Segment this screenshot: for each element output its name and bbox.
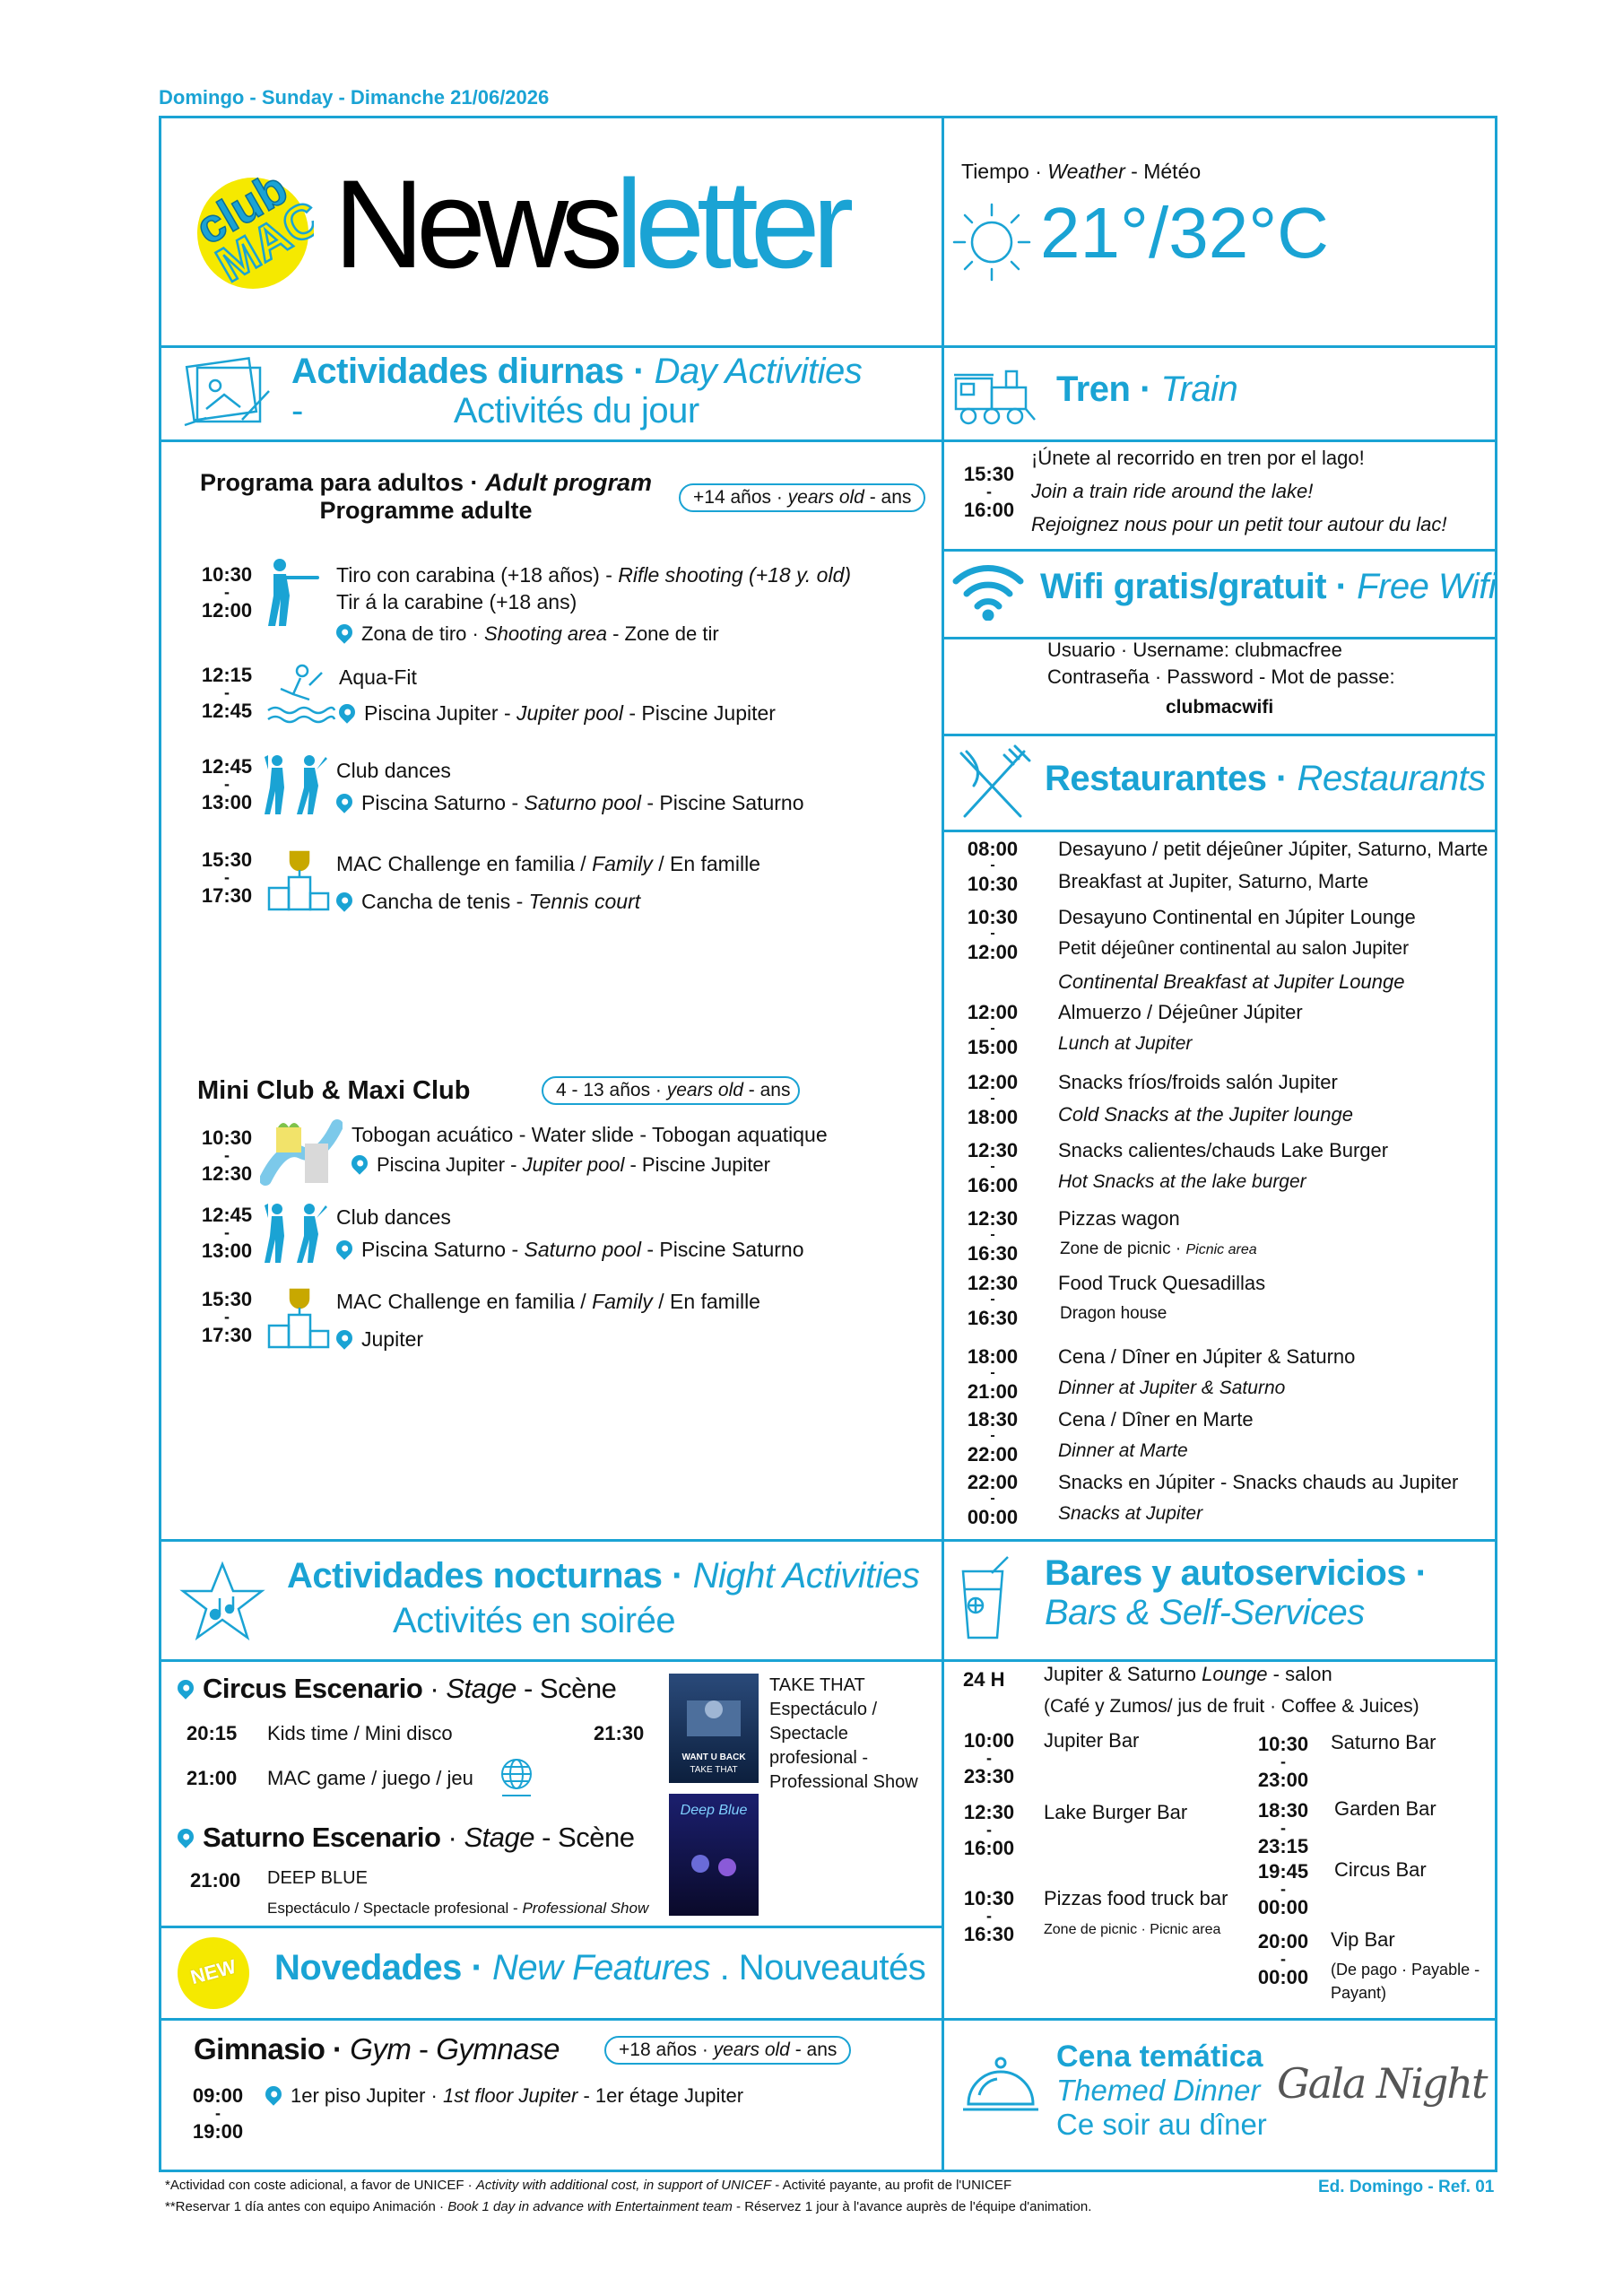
- new-badge: NEW: [178, 1937, 249, 2009]
- bar-right-1-name: Saturno Bar: [1331, 1731, 1436, 1753]
- footer-note-2: **Reservar 1 día antes con equipo Animación · Book 1 day in advance with Entertainment team - Réservez 1 jour à l'avance auprès de l'équipe d'animation.: [165, 2199, 1092, 2214]
- bar-right-4-sub: (De pago · Payable -: [1331, 1961, 1480, 1979]
- rifle-shooter-icon: [260, 556, 319, 628]
- rest-8-time: 18:00 - 21:00: [967, 1345, 1019, 1404]
- rest-7-line1: Food Truck Quesadillas: [1058, 1272, 1266, 1294]
- saturno-show: DEEP BLUE: [267, 1868, 368, 1888]
- rest-10-line1: Snacks en Júpiter - Snacks chauds au Jupiter: [1058, 1471, 1459, 1493]
- rest-2-line3: Continental Breakfast at Jupiter Lounge: [1058, 970, 1405, 993]
- rest-7-time: 12:30 - 16:30: [967, 1272, 1019, 1330]
- rest-4-line1: Snacks fríos/froids salón Jupiter: [1058, 1071, 1338, 1093]
- adult-3-time: 12:45 - 13:00: [201, 755, 253, 814]
- saturno-stage-title: Saturno Escenario · Stage - Scène: [178, 1821, 634, 1854]
- temperature: 21°/32°C: [1040, 193, 1329, 273]
- aqua-fit-icon: [265, 662, 336, 725]
- rest-10-time: 22:00 - 00:00: [967, 1471, 1019, 1529]
- bar-right-3-name: Circus Bar: [1334, 1858, 1427, 1881]
- kids-1-line1: Tobogan acuático - Water slide - Tobogan aquatique: [352, 1123, 828, 1146]
- kids-3-location: Jupiter: [336, 1327, 423, 1352]
- kids-1-location: Piscina Jupiter - Jupiter pool - Piscine Jupiter: [352, 1153, 770, 1177]
- location-pin-icon: [333, 1326, 355, 1349]
- train-line-es: ¡Únete al recorrido en tren por el lago!: [1031, 447, 1365, 469]
- circus-row-2-time: 21:00: [187, 1767, 238, 1789]
- rest-2-line2: Petit déjeûner continental au salon Jupiter: [1058, 938, 1410, 959]
- logo-mac-text: MAC: [207, 190, 314, 293]
- weather-label: Tiempo · Weather - Météo: [961, 160, 1202, 183]
- train-title: Tren · Train: [1056, 370, 1238, 409]
- circus-row-1-time: 20:15: [187, 1722, 238, 1744]
- adult-1-line1: Tiro con carabina (+18 años) - Rifle shooting (+18 y. old): [336, 563, 852, 587]
- location-pin-icon: [333, 889, 355, 911]
- gym-location: 1er piso Jupiter · 1st floor Jupiter - 1er étage Jupiter: [265, 2084, 743, 2108]
- adult-4-line1: MAC Challenge en familia / Family / En famille: [336, 852, 760, 875]
- game-globe-icon: [497, 1756, 536, 1799]
- rest-5-time: 12:30 - 16:00: [967, 1139, 1019, 1197]
- cloche-icon: [959, 2052, 1042, 2124]
- location-pin-icon: [262, 2083, 284, 2105]
- wifi-password: clubmacwifi: [1166, 697, 1274, 718]
- adult-4-location: Cancha de tenis - Tennis court: [336, 890, 640, 915]
- kids-3-line1: MAC Challenge en familia / Family / En famille: [336, 1290, 760, 1313]
- edition-ref: Ed. Domingo - Ref. 01: [1318, 2178, 1495, 2196]
- night-activities-title: Actividades nocturnas · Night Activities Activités en soirée: [287, 1556, 920, 1640]
- rest-2-line1: Desayuno Continental en Júpiter Lounge: [1058, 906, 1416, 928]
- train-line-en: Join a train ride around the lake!: [1031, 480, 1314, 502]
- circus-row-1-text: Kids time / Mini disco: [267, 1722, 453, 1744]
- adult-1-line2: Tir á la carabine (+18 ans): [336, 590, 577, 613]
- restaurants-title: Restaurantes · Restaurants: [1045, 759, 1486, 798]
- rest-5-line1: Snacks calientes/chauds Lake Burger: [1058, 1139, 1389, 1161]
- novedades-title: Novedades · New Features . Nouveautés: [274, 1948, 926, 1987]
- adult-2-time: 12:15 - 12:45: [201, 664, 253, 723]
- bars-lounge-sub: (Café y Zumos/ jus de fruit · Coffee & Juices): [1044, 1696, 1419, 1717]
- dancers-icon: [265, 1200, 327, 1265]
- rest-9-line2: Dinner at Marte: [1058, 1440, 1188, 1461]
- adult-3-line1: Club dances: [336, 759, 451, 782]
- bar-right-2-time: 18:30 - 23:15: [1257, 1799, 1309, 1858]
- rest-4-line2: Cold Snacks at the Jupiter lounge: [1058, 1103, 1353, 1126]
- rest-1-time: 08:00 - 10:30: [967, 838, 1019, 896]
- gym-title: Gimnasio · Gym - Gymnase: [194, 2032, 560, 2066]
- saturno-description: Espectáculo / Spectacle profesional - Professional Show: [267, 1900, 649, 1917]
- bar-left-1-name: Jupiter Bar: [1044, 1729, 1140, 1752]
- rest-10-line2: Snacks at Jupiter: [1058, 1503, 1203, 1524]
- location-pin-icon: [333, 621, 355, 643]
- bars-24h: 24 H: [963, 1668, 1005, 1691]
- day-activities-icon: [179, 350, 278, 435]
- rest-3-line2: Lunch at Jupiter: [1058, 1033, 1193, 1054]
- kids-2-location: Piscina Saturno - Saturno pool - Piscine Saturno: [336, 1238, 804, 1263]
- adult-3-location: Piscina Saturno - Saturno pool - Piscine Saturno: [336, 791, 804, 816]
- circus-stage-title: Circus Escenario · Stage - Scène: [178, 1672, 616, 1705]
- adult-1-location: Zona de tiro · Shooting area - Zone de tir: [336, 622, 719, 646]
- rest-2-time: 10:30 - 12:00: [967, 906, 1019, 964]
- gala-night-script: Gala Night: [1277, 2059, 1487, 2108]
- bar-left-2-time: 12:30 - 16:00: [963, 1801, 1015, 1860]
- rest-9-line1: Cena / Dîner en Marte: [1058, 1408, 1254, 1431]
- day-activities-title: Actividades diurnas · Day Activities - Activités du jour: [291, 352, 863, 430]
- location-pin-icon: [174, 1825, 196, 1848]
- rest-4-time: 12:00 - 18:00: [967, 1071, 1019, 1129]
- club-mac-logo: [179, 161, 314, 296]
- bar-right-4-time: 20:00 - 00:00: [1257, 1930, 1309, 1989]
- location-pin-icon: [333, 790, 355, 813]
- rest-3-line1: Almuerzo / Déjeûner Júpiter: [1058, 1001, 1303, 1023]
- rest-1-line2: Breakfast at Jupiter, Saturno, Marte: [1058, 870, 1369, 892]
- train-line-fr: Rejoignez nous pour un petit tour autour du lac!: [1031, 513, 1447, 535]
- footer-note-1: *Actividad con coste adicional, a favor de UNICEF · Activity with additional cost, in support of UNICEF - Activité payante, au profit de l'UNICEF: [165, 2178, 1012, 2193]
- gym-time: 09:00 - 19:00: [192, 2084, 244, 2144]
- kids-1-time: 10:30 - 12:30: [201, 1126, 253, 1186]
- train-icon: [950, 357, 1037, 429]
- rest-8-line2: Dinner at Jupiter & Saturno: [1058, 1378, 1286, 1398]
- trophy-podium-icon: [267, 848, 330, 911]
- sun-icon: [949, 199, 1035, 285]
- star-music-icon: [178, 1559, 267, 1648]
- bar-right-1-time: 10:30 - 23:00: [1257, 1733, 1309, 1792]
- wifi-icon: [950, 558, 1026, 621]
- adult-1-time: 10:30 - 12:00: [201, 563, 253, 622]
- dancers-icon: [265, 752, 327, 816]
- adult-4-time: 15:30 - 17:30: [201, 848, 253, 908]
- circus-row-1-time2: 21:30: [594, 1722, 645, 1744]
- bar-left-2-name: Lake Burger Bar: [1044, 1801, 1188, 1823]
- trophy-podium-icon: [267, 1286, 330, 1349]
- themed-dinner-title: Cena temática Themed Dinner Ce soir au dîner: [1056, 2039, 1267, 2141]
- wifi-password-label: Contraseña · Password - Mot de passe:: [1047, 665, 1395, 688]
- rest-8-line1: Cena / Dîner en Júpiter & Saturno: [1058, 1345, 1356, 1368]
- adult-age-pill: +14 años · years old - ans: [679, 483, 925, 512]
- location-pin-icon: [348, 1152, 370, 1174]
- location-pin-icon: [333, 1237, 355, 1259]
- rest-3-time: 12:00 - 15:00: [967, 1001, 1019, 1059]
- newsletter-title: Newsletter: [334, 153, 846, 294]
- bars-lounge: Jupiter & Saturno Lounge - salon: [1044, 1663, 1332, 1685]
- saturno-time: 21:00: [190, 1869, 241, 1892]
- rest-7-line2: Dragon house: [1060, 1304, 1167, 1323]
- rest-6-line2: Zone de picnic · Picnic area: [1060, 1239, 1257, 1258]
- kids-club-title: Mini Club & Maxi Club: [197, 1076, 471, 1105]
- bar-right-4-sub2: Payant): [1331, 1984, 1387, 2002]
- location-pin-icon: [335, 700, 358, 723]
- bar-right-3-time: 19:45 - 00:00: [1257, 1860, 1309, 1919]
- bar-left-1-time: 10:00 - 23:30: [963, 1729, 1015, 1788]
- wifi-username: Usuario · Username: clubmacfree: [1047, 639, 1342, 661]
- gym-age-pill: +18 años · years old - ans: [604, 2036, 851, 2065]
- bar-left-3-time: 10:30 - 16:30: [963, 1887, 1015, 1946]
- kids-2-line1: Club dances: [336, 1205, 451, 1229]
- circus-row-2-text: MAC game / juego / jeu: [267, 1767, 473, 1789]
- date-line: Domingo - Sunday - Dimanche 21/06/2026: [159, 86, 550, 109]
- bars-title: Bares y autoservicios · Bars & Self-Services: [1045, 1553, 1428, 1632]
- adult-2-line1: Aqua-Fit: [339, 665, 417, 689]
- take-that-description: TAKE THAT Espectáculo / Spectacle profesional - Professional Show: [769, 1675, 918, 1792]
- adult-2-location: Piscina Jupiter - Jupiter pool - Piscine Jupiter: [339, 701, 776, 726]
- rest-9-time: 18:30 - 22:00: [967, 1408, 1019, 1466]
- logo-club-text: club: [187, 161, 297, 256]
- kids-3-time: 15:30 - 17:30: [201, 1288, 253, 1347]
- cocktail-icon: [952, 1553, 1017, 1643]
- bar-left-3-name: Pizzas food truck bar: [1044, 1887, 1228, 1909]
- wifi-title: Wifi gratis/gratuit · Free Wifi: [1040, 567, 1497, 606]
- rest-1-line1: Desayuno / petit déjeûner Júpiter, Saturno, Marte: [1058, 838, 1488, 860]
- take-that-poster: WANT U BACK TAKE THAT: [669, 1674, 759, 1783]
- rest-5-line2: Hot Snacks at the lake burger: [1058, 1171, 1306, 1192]
- kids-2-time: 12:45 - 13:00: [201, 1204, 253, 1263]
- location-pin-icon: [174, 1676, 196, 1699]
- bar-right-2-name: Garden Bar: [1334, 1797, 1436, 1820]
- bar-left-3-sub: Zone de picnic · Picnic area: [1044, 1922, 1221, 1937]
- train-time: 15:30 - 16:00: [963, 463, 1015, 522]
- rest-6-line1: Pizzas wagon: [1058, 1207, 1180, 1230]
- kids-age-pill: 4 - 13 años · years old - ans: [542, 1076, 800, 1105]
- rest-6-time: 12:30 - 16:30: [967, 1207, 1019, 1265]
- fork-knife-icon: [952, 744, 1031, 823]
- water-slide-icon: [260, 1117, 343, 1188]
- adult-program-title: Programa para adultos · Adult program Programme adulte: [199, 469, 653, 525]
- bar-right-4-name: Vip Bar: [1331, 1928, 1395, 1951]
- deep-blue-poster: Deep Blue: [669, 1794, 759, 1916]
